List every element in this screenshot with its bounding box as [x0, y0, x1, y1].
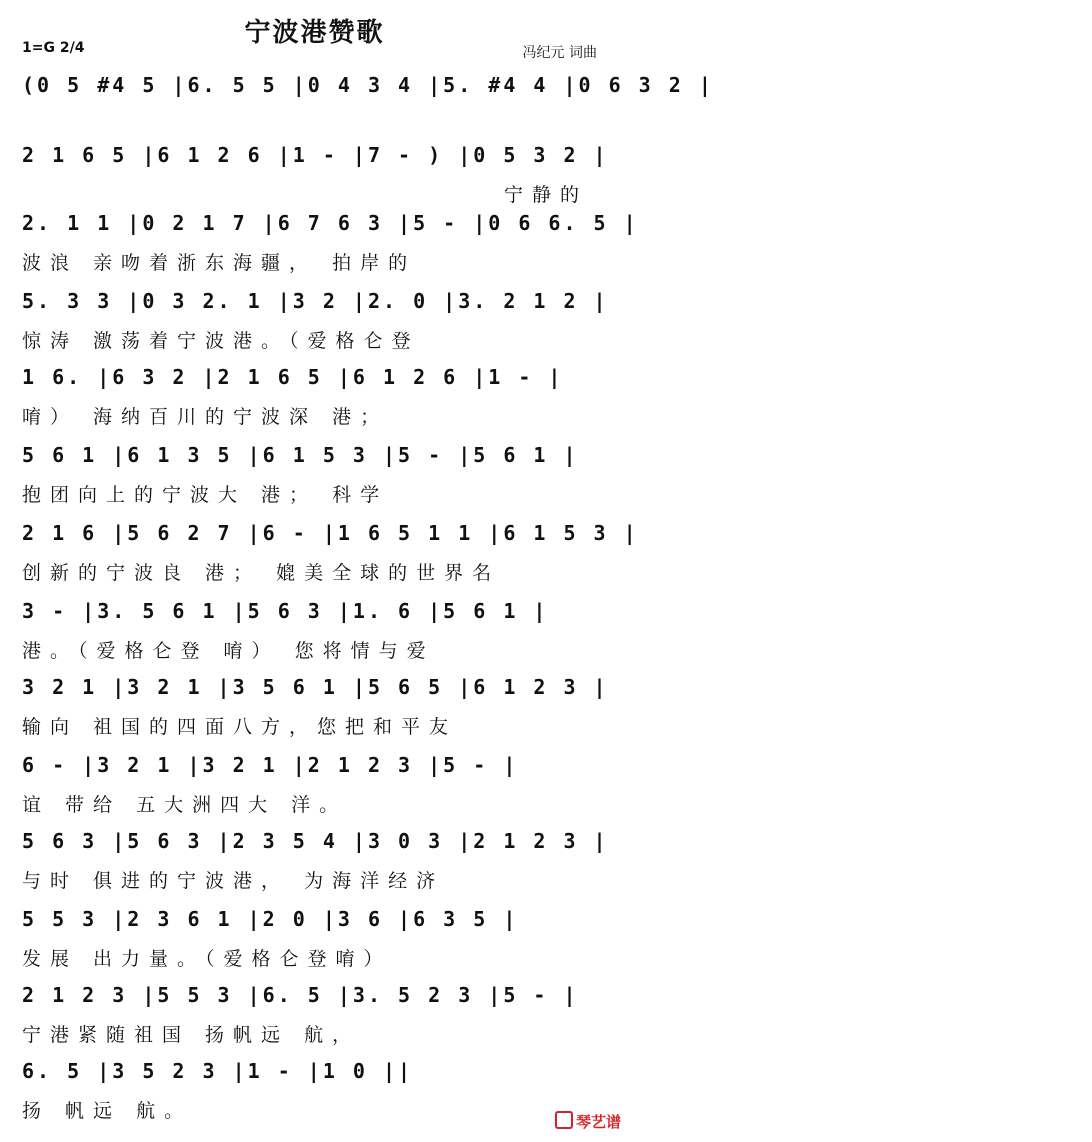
system-5	[22, 362, 610, 448]
lyric-line	[22, 110, 610, 140]
system-9	[22, 672, 610, 758]
logo-icon	[555, 1111, 573, 1129]
system-10	[22, 750, 610, 836]
system-6	[22, 440, 610, 526]
system-12	[22, 904, 610, 990]
notation-line: (0 5 #4 5 |6. 5 5 |0 4 3 4 |5. #4 4 |0 6 3 2 |	[22, 73, 714, 97]
lyric-line: 扬 帆远 航。	[22, 1100, 193, 1122]
notation-line: 6 - |3 2 1 |3 2 1 |2 1 2 3 |5 - |	[22, 753, 519, 777]
lyric-line: 唷） 海纳百川的宁波深 港；	[22, 406, 389, 428]
lyric-line: 抱团向上的宁波大 港； 科学	[22, 484, 389, 506]
notation-line: 2 1 6 5 |6 1 2 6 |1 - |7 - ) |0 5 3 2 |	[22, 143, 609, 167]
lyric-line: 与时 俱进的宁波港， 为海洋经济	[22, 870, 445, 892]
lyric-line: 惊涛 激荡着宁波港。（爱格仑登	[22, 330, 420, 352]
system-8	[22, 596, 610, 682]
system-14	[22, 1056, 610, 1142]
notation-line: 2. 1 1 |0 2 1 7 |6 7 6 3 |5 - |0 6 6. 5 |	[22, 211, 639, 235]
notation-line: 5 6 3 |5 6 3 |2 3 5 4 |3 0 3 |2 1 2 3 |	[22, 829, 609, 853]
system-4	[22, 286, 610, 372]
system-7	[22, 518, 639, 604]
notation-line: 3 2 1 |3 2 1 |3 5 6 1 |5 6 5 |6 1 2 3 |	[22, 675, 609, 699]
lyric-line: 宁静的	[504, 184, 589, 206]
lyric-line: 创新的宁波良 港； 媲美全球的世界名	[22, 562, 501, 584]
key-signature: 1=G 2/4	[22, 40, 85, 56]
notation-line: 5 5 3 |2 3 6 1 |2 0 |3 6 |6 3 5 |	[22, 907, 519, 931]
notation-line: 2 1 2 3 |5 5 3 |6. 5 |3. 5 2 3 |5 - |	[22, 983, 579, 1007]
lyric-line: 港。（爱格仑登 唷） 您将情与爱	[22, 640, 435, 662]
notation-line: 5. 3 3 |0 3 2. 1 |3 2 |2. 0 |3. 2 1 2 |	[22, 289, 609, 313]
system-13	[22, 980, 610, 1066]
lyric-line: 波浪 亲吻着浙东海疆， 拍岸的	[22, 252, 417, 274]
notation-line: 1 6. |6 3 2 |2 1 6 5 |6 1 2 6 |1 - |	[22, 365, 564, 389]
notation-line: 3 - |3. 5 6 1 |5 6 3 |1. 6 |5 6 1 |	[22, 599, 549, 623]
notation-line: 5 6 1 |6 1 3 5 |6 1 5 3 |5 - |5 6 1 |	[22, 443, 579, 467]
lyric-line: 谊 带给 五大洲四大 洋。	[22, 794, 348, 816]
site-logo	[555, 1111, 621, 1132]
logo-text: 琴艺谱	[575, 1113, 621, 1131]
song-title: 宁波港赞歌	[244, 18, 385, 48]
notation-line: 2 1 6 |5 6 2 7 |6 - |1 6 5 1 1 |6 1 5 3 |	[22, 521, 639, 545]
composer-credit: 冯纪元 词曲	[522, 45, 597, 61]
system-3	[22, 208, 639, 294]
lyric-line: 宁港紧随祖国 扬帆远 航，	[22, 1024, 361, 1046]
lyric-line: 发展 出力量。（爱格仑登唷）	[22, 948, 392, 970]
system-11	[22, 826, 610, 912]
lyric-line: 输向 祖国的四面八方，您把和平友	[22, 716, 458, 738]
notation-line: 6. 5 |3 5 2 3 |1 - |1 0 ||	[22, 1059, 414, 1083]
